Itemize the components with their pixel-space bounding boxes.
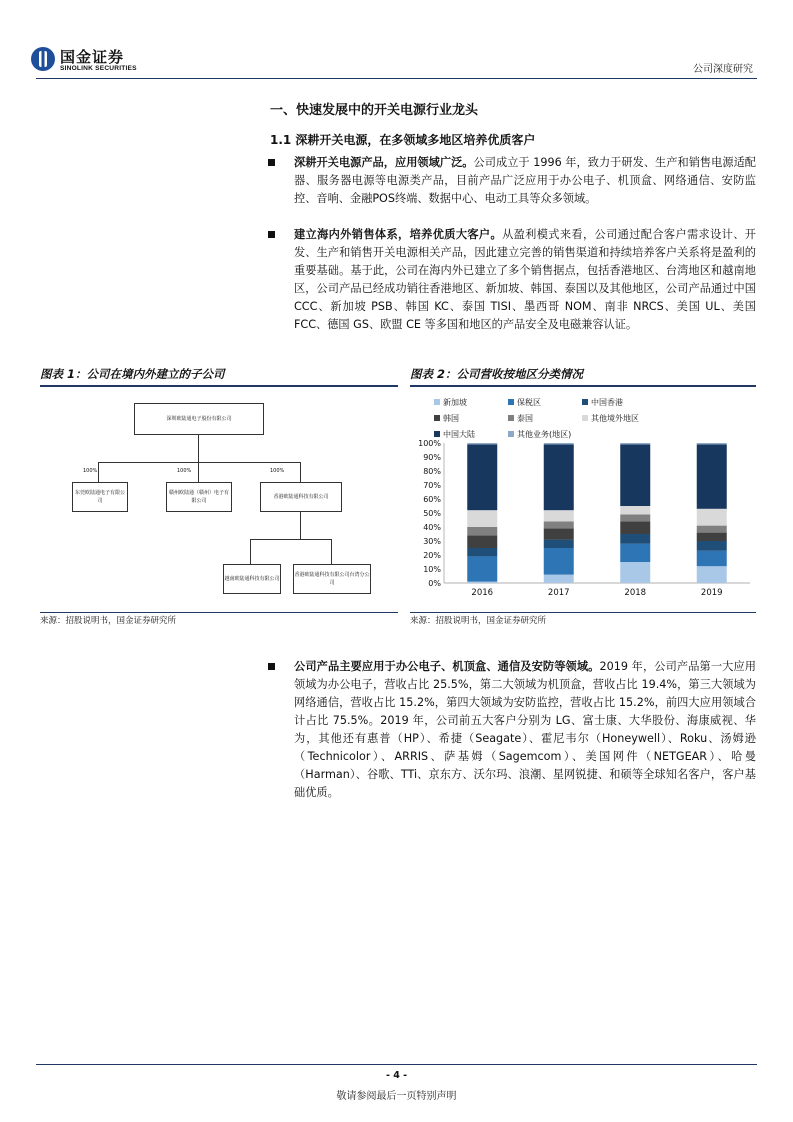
figure-1-source: 来源：招股说明书，国金证券研究所	[40, 616, 177, 626]
y-tick-label: 30%	[423, 537, 441, 546]
y-tick-label: 40%	[423, 523, 441, 532]
bullet-3-text: 2019 年，公司产品第一大应用领域为办公电子，营收占比 25.5%，第二大领域为机顶盒，营收占比 19.4%，第三大领域为网络通信，营收占比 15.2%，第四大领域为安防监控，营收占比 15.2%，前四大应用领域合计占比 75.5%。2019 年，公司前五大客户分别为 LG、富士康、大华股份、海康威视、华为，其他还有惠普（HP）、希捷（Seagate）、霍尼韦尔（Honeywell）、Roku、汤姆逊（Technicolor）、ARRIS、萨基姆（Sagemcom）、美国网件（NETGEAR）、哈曼（Harman）、谷歌、TTi、京东方、沃尔玛、浪潮、星网锐捷、和硕等全球知名客户，客户基础优质。	[294, 660, 756, 799]
bullet-2-text: 从盈利模式来看，公司通过配合客户需求设计、开发、生产和销售开关电源相关产品，因此建立完善的销售渠道和持续培养客户关系将是盈利的重要基础。基于此，公司在海内外已建立了多个销售据点，包括香港地区、台湾地区和越南地区，公司产品已经成功销往香港地区、新加坡、韩国、泰国以及其他地区，公司产品通过中国 CCC、新加坡 PSB、韩国 KC、泰国 TISI、墨西哥 NOM、南非 NRCS、美国 UL、美国 FCC、德国 GS、欧盟 CE 等多国和地区的产品安全及电磁兼容认证。	[294, 228, 756, 331]
bar-segment	[697, 541, 727, 551]
bar-segment	[467, 527, 497, 535]
bar-segment	[467, 510, 497, 527]
x-tick-label: 2017	[547, 588, 570, 598]
org-connector	[198, 462, 199, 482]
figure-2-bottom-rule	[410, 612, 756, 613]
y-tick-label: 0%	[428, 579, 441, 588]
figure-2-title: 图表 2：公司营收按地区分类情况	[410, 365, 756, 387]
legend-label: 新加坡	[443, 398, 467, 407]
org-connector	[300, 511, 301, 539]
legend-label: 韩国	[443, 414, 459, 423]
bar-segment	[467, 556, 497, 581]
org-parent-company: 深圳欧陆通电子股份有限公司	[134, 403, 264, 435]
bar-segment	[697, 526, 727, 533]
bar-segment	[467, 535, 497, 548]
legend-swatch	[508, 399, 514, 405]
legend-label: 泰国	[517, 414, 533, 423]
bar-segment	[467, 548, 497, 556]
bar-segment	[467, 444, 497, 510]
bar-segment	[544, 443, 574, 444]
y-tick-label: 100%	[418, 439, 441, 448]
bar-segment	[620, 506, 650, 514]
bar-segment	[620, 521, 650, 534]
legend-swatch	[582, 415, 588, 421]
ownership-pct: 100%	[83, 468, 98, 474]
org-sub-subsidiary: 越南欧陆通科技有限公司	[223, 564, 281, 594]
org-connector	[250, 539, 332, 540]
org-chart	[40, 390, 398, 610]
org-connector	[198, 434, 199, 462]
bar-segment	[620, 544, 650, 562]
report-type-label: 公司深度研究	[693, 64, 753, 75]
legend-swatch	[434, 399, 440, 405]
bar-segment	[544, 521, 574, 528]
bullet-paragraph-2	[294, 226, 756, 334]
bar-segment	[620, 443, 650, 444]
y-tick-label: 60%	[423, 495, 441, 504]
figure-2-source: 来源：招股说明书，国金证券研究所	[410, 616, 547, 626]
legend-label: 保税区	[517, 398, 541, 407]
org-subsidiary: 赣州欧陆通（赣州）电子有限公司	[166, 482, 232, 512]
bullet-1-lead: 深耕开关电源产品，应用领域广泛。	[294, 156, 474, 169]
x-tick-label: 2019	[700, 588, 723, 598]
subsection-heading: 1.1 深耕开关电源，在多领域多地区培养优质客户	[270, 133, 536, 147]
bullet-square-icon	[268, 663, 275, 670]
y-tick-label: 90%	[423, 453, 441, 462]
org-connector	[300, 462, 301, 482]
org-sub-subsidiary: 香港欧陆通科技有限公司台湾分公司	[293, 564, 371, 594]
bar-segment	[544, 444, 574, 510]
legend-swatch	[434, 415, 440, 421]
bar-segment	[467, 443, 497, 444]
company-logo	[30, 44, 150, 74]
legend-label: 其他业务(地区)	[517, 430, 572, 439]
bar-segment	[544, 575, 574, 583]
bar-segment	[620, 444, 650, 506]
bar-segment	[620, 534, 650, 544]
org-connector	[331, 539, 332, 564]
legend-label: 中国大陆	[443, 430, 475, 439]
ownership-pct: 100%	[177, 468, 192, 474]
bar-segment	[620, 514, 650, 521]
logo-english-name: SINOLINK SECURITIES	[60, 65, 137, 72]
bullet-1-text: 公司成立于 1996 年，致力于研发、生产和销售电源适配器、服务器电源等电源类产品，目前产品广泛应用于办公电子、机顶盒、网络通信、安防监控、音响、金融POS终端、数据中心、电动工具等众多领域。	[294, 156, 756, 205]
figure-1-title: 图表 1：公司在境内外建立的子公司	[40, 365, 398, 387]
org-subsidiary: 东莞欧陆通电子有限公司	[72, 482, 128, 512]
bullet-2-lead: 建立海内外销售体系，培养优质大客户。	[294, 228, 503, 241]
page-number: - 4 -	[385, 1070, 408, 1081]
bar-segment	[544, 528, 574, 539]
org-connector	[98, 462, 99, 482]
bar-segment	[697, 444, 727, 508]
bar-segment	[620, 562, 650, 583]
bar-segment	[544, 510, 574, 521]
bar-segment	[697, 509, 727, 526]
y-tick-label: 70%	[423, 481, 441, 490]
legend-label: 中国香港	[591, 398, 623, 407]
logo-mark-icon	[30, 45, 56, 73]
y-tick-label: 20%	[423, 551, 441, 560]
x-tick-label: 2016	[471, 588, 494, 598]
bullet-square-icon	[268, 231, 275, 238]
y-tick-label: 80%	[423, 467, 441, 476]
bar-segment	[697, 533, 727, 541]
figure-1-bottom-rule	[40, 612, 398, 613]
x-tick-label: 2018	[624, 588, 647, 598]
legend-label: 其他境外地区	[591, 414, 639, 423]
bar-segment	[467, 582, 497, 583]
legend-swatch	[508, 431, 514, 437]
bar-segment	[697, 551, 727, 566]
revenue-by-region-chart	[410, 390, 756, 610]
bullet-paragraph-3	[294, 658, 756, 802]
bar-segment	[544, 548, 574, 575]
footer-disclaimer: 敬请参阅最后一页特别声明	[336, 1091, 457, 1102]
org-connector	[98, 462, 300, 463]
y-tick-label: 50%	[423, 509, 441, 518]
logo-chinese-name: 国金证券	[60, 48, 125, 66]
footer-divider	[36, 1064, 757, 1065]
bar-segment	[697, 443, 727, 444]
bullet-square-icon	[268, 159, 275, 166]
header-divider	[36, 78, 757, 79]
org-connector	[250, 539, 251, 564]
legend-swatch	[508, 415, 514, 421]
bar-segment	[697, 566, 727, 583]
org-subsidiary: 香港欧陆通科技有限公司	[260, 482, 342, 512]
bullet-paragraph-1	[294, 154, 756, 208]
bullet-3-lead: 公司产品主要应用于办公电子、机顶盒、通信及安防等领域。	[294, 660, 600, 673]
y-tick-label: 10%	[423, 565, 441, 574]
section-heading: 一、快速发展中的开关电源行业龙头	[270, 103, 479, 118]
ownership-pct: 100%	[270, 468, 285, 474]
bar-segment	[544, 540, 574, 548]
legend-swatch	[582, 399, 588, 405]
legend-swatch	[434, 431, 440, 437]
